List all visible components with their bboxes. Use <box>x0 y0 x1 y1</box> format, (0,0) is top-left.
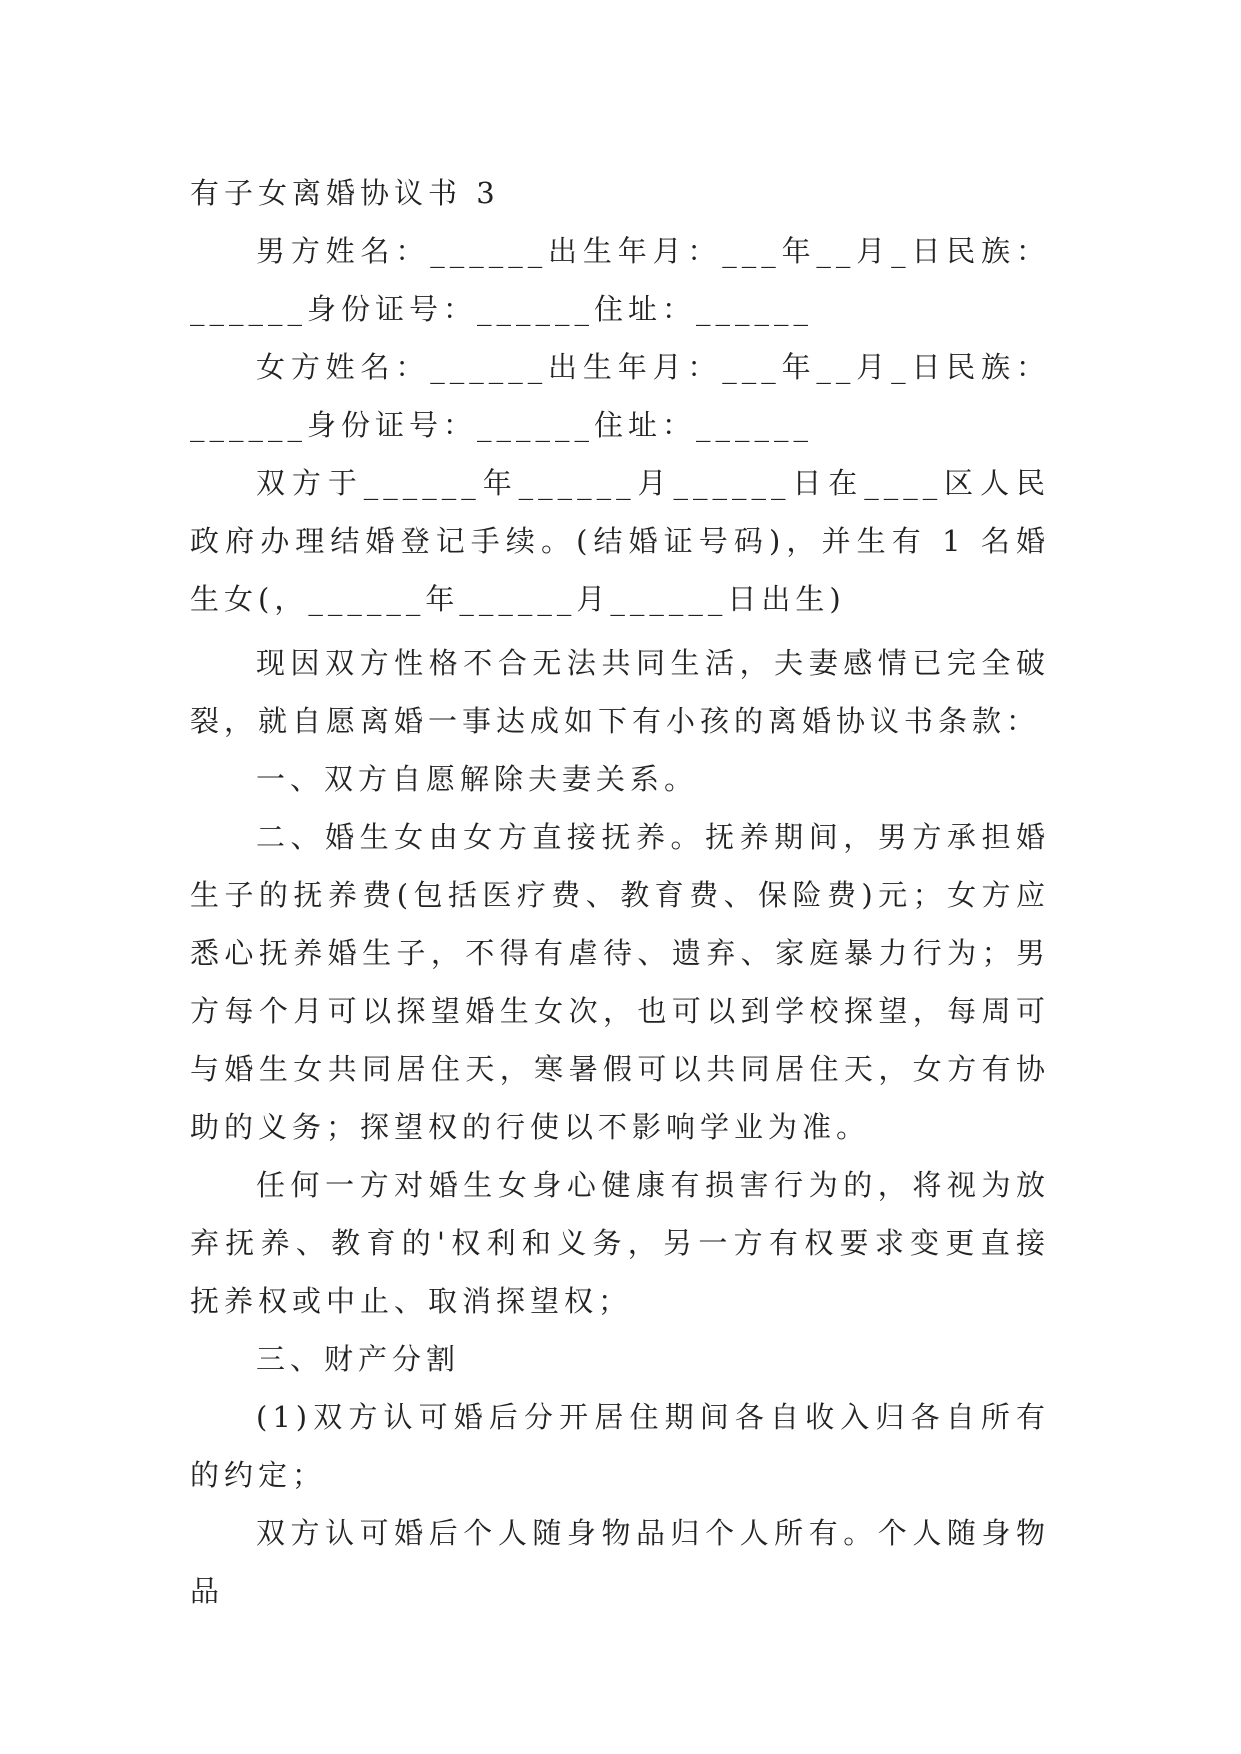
document-body <box>190 164 1050 1620</box>
female-party-info: 女方姓名：______出生年月：___年__月_日民族：______身份证号：______住址：______ <box>190 350 1050 442</box>
clause-one: 一、双方自愿解除夫妻关系。 <box>256 762 699 796</box>
personal-belongings-paragraph: 双方认可婚后个人随身物品归个人所有。个人随身物品 <box>190 1516 1050 1608</box>
marriage-registration-paragraph: 双方于______年______月______日在____区人民政府办理结婚登记手续。(结婚证号码)，并生有 1 名婚生女(，______年______月______日出生) <box>190 466 1050 616</box>
divorce-reason-paragraph: 现因双方性格不合无法共同生活，夫妻感情已完全破裂，就自愿离婚一事达成如下有小孩的离婚协议书条款： <box>190 646 1050 738</box>
custody-violation-paragraph: 任何一方对婚生女身心健康有损害行为的，将视为放弃抚养、教育的'权利和义务，另一方有权要求变更直接抚养权或中止、取消探望权； <box>190 1168 1050 1318</box>
document-title: 有子女离婚协议书 3 <box>190 176 500 210</box>
clause-three-heading: 三、财产分割 <box>256 1342 461 1376</box>
clause-two-custody: 二、婚生女由女方直接抚养。抚养期间，男方承担婚生子的抚养费(包括医疗费、教育费、保险费)元；女方应悉心抚养婚生子，不得有虐待、遗弃、家庭暴力行为；男方每个月可以探望婚生女次，也可以到学校探望，每周可与婚生女共同居住天，寒暑假可以共同居住天，女方有协助的义务；探望权的行使以不影响学业为准。 <box>190 820 1050 1144</box>
property-item-one: (1)双方认可婚后分开居住期间各自收入归各自所有的约定； <box>190 1400 1050 1492</box>
male-party-info: 男方姓名：______出生年月：___年__月_日民族：______身份证号：______住址：______ <box>190 234 1050 326</box>
